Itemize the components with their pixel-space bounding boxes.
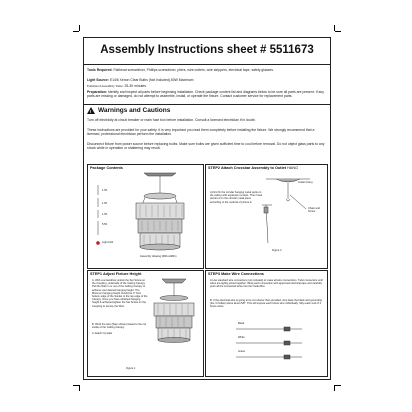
crop-mark xyxy=(335,385,341,386)
tools-text xyxy=(87,68,328,72)
step3-text-b: B. If the electrical wire is going to be cut shorter than provided, strip back the black and grounding (the 3 Outlets) wires about 5/8". This will expose each future wire individually. Strip each end of 3 future wires. xyxy=(210,299,322,309)
warnings-title: Warnings and Cautions xyxy=(98,107,171,114)
step3-text-a: A.Use standard wire connectors (not included) to make all wire connections. Twist connectors until wires are tightly joined together. Wrap each connection with approved electrical tape and carefully push all the connected wires into the Outlet Box. xyxy=(210,279,323,289)
step3-title: STEP3 Make Wire Connections xyxy=(208,272,264,276)
wire-label: Green xyxy=(238,350,246,353)
bulbs-text xyxy=(87,78,328,82)
rod-label: 1.5ft xyxy=(102,189,108,192)
preparation-value: Identify and inspect all parts before beginning installation. Check package content list and diagrams below to be sure all parts are present. If any parts are missing or damaged, do not attempt to assemble, install, or operate the fixture. Contact customer service for replacement parts. xyxy=(87,90,324,99)
crop-mark xyxy=(79,25,80,31)
step2-drawing xyxy=(206,165,329,270)
step3-drawing xyxy=(206,271,329,378)
crop-mark xyxy=(334,25,335,31)
step2-title-text: STEP2 Attach Crossbar Assembly to Outlet xyxy=(208,166,286,170)
time-label: Estimated Assembly Time: xyxy=(87,84,124,88)
title-divider xyxy=(84,64,330,65)
crop-mark xyxy=(73,31,79,32)
warning-paragraph-3: Disconnect fixture from power source before replacing bulbs. Make sure bulbs are given sufficient time to cool before removal. Do not object glass parts to any shock while in operation or shattering may result. xyxy=(87,142,325,151)
time-value: 25-30 minutes xyxy=(124,84,146,88)
package-contents-panel xyxy=(87,164,204,269)
warning-paragraph-1: Turn off electricity at circuit breaker or main fuse box before installation. Consult a licensed electrician if in doubt. xyxy=(87,118,256,122)
crop-mark xyxy=(335,31,341,32)
bulb-label: Light bulb xyxy=(102,241,114,244)
preparation-text xyxy=(87,90,328,99)
preparation-label: Preparation: xyxy=(87,90,107,94)
package-contents-title: Package Contents xyxy=(90,166,123,170)
wire-label: White xyxy=(238,336,245,339)
step1-title: STEP1 Adjust Fixture Height xyxy=(90,272,142,276)
rod-label: 5.5ft xyxy=(102,223,108,226)
outlet-fixing-label: Outlet Fixing xyxy=(298,181,313,184)
step1-figure-caption: Figure 1 xyxy=(126,367,136,370)
step1-text-b: B. Wind the wire (Step shown) based to the cut inside of the Ceiling Canopy. xyxy=(92,323,147,330)
warnings-divider xyxy=(84,104,330,105)
crop-mark xyxy=(334,385,335,391)
wire-label: Black xyxy=(238,322,245,325)
time-text xyxy=(87,84,328,88)
tools-value: Flathead screwdriver, Phillips screwdriver, pliers, wire cutters, wire strippers, electrical tape, safety glasses. xyxy=(113,68,274,72)
bulbs-value: E14/6 Xenon Clear Bulbs (Not included),50W Maximum xyxy=(109,78,194,82)
bulbs-label: Light Source: xyxy=(87,78,109,82)
step2-figure-caption: Figure 2 xyxy=(272,249,282,252)
instruction-sheet xyxy=(83,37,331,380)
step1-panel xyxy=(87,270,204,377)
step1-drawing xyxy=(88,271,205,378)
crop-mark xyxy=(79,385,80,391)
tools-label: Tools Required: xyxy=(87,68,113,72)
warning-icon xyxy=(87,107,95,114)
step3-panel xyxy=(205,270,328,377)
step2-panel xyxy=(205,164,328,269)
step1-text-a: A. With a screwdriver,unlock the Set Screw on the Coupling ,underside of the Ceiling Canopy. Pull the Wire in or out of the Ceiling Canopy to achieve your desired hanging height. The Minimum hanging height should be 3" from bottom edge of the Socket to the top edge of the Canopy. Once you have obtained hanging height & achieved,tighten the Set Screw on the Coupling to secure the Wire. xyxy=(92,279,148,308)
chain-label: Chain and Screw xyxy=(308,207,320,214)
step2-title-suffix: HANG xyxy=(287,166,299,170)
assembly-drawing-caption: Assembly drawing (Ø21xH18in) xyxy=(140,255,177,258)
warnings-heading xyxy=(87,107,170,114)
step1-text-c: C.Attach Crystals xyxy=(92,332,113,335)
rod-label: 1.5ft xyxy=(102,213,108,216)
rod-label: 1.5ft xyxy=(102,202,108,205)
sheet-title: Assembly Instructions sheet # 5511673 xyxy=(100,44,314,56)
step2-text: A.First fix the circular hanging metal parts on the ceiling with expansion screws. Then hook picture A on the circular metal piece according to the method of picture A. xyxy=(210,191,263,204)
warning-paragraph-2: These instructions are provided for your safety. It is very important you read them completely before installing the fixture. We strongly recommend that a licensed, professional electrician perform the installation. xyxy=(87,128,315,137)
